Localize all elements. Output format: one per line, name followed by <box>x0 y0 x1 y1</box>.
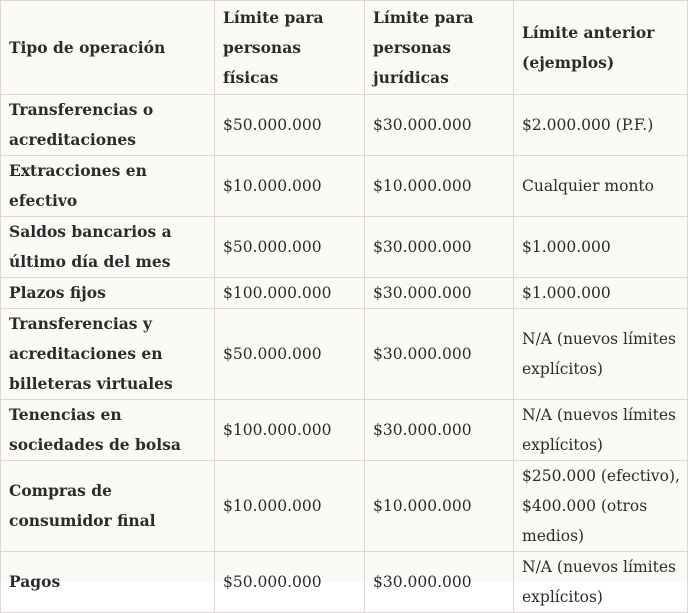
table-row <box>1 552 688 613</box>
previous-limit-cell: N/A (nuevos límites explícitos) <box>514 552 688 613</box>
table-row <box>1 156 688 217</box>
individuals-limit-cell: $100.000.000 <box>215 400 365 461</box>
individuals-limit-cell: $100.000.000 <box>215 278 365 309</box>
individuals-limit-cell: $50.000.000 <box>215 95 365 156</box>
previous-limit-cell: Cualquier monto <box>514 156 688 217</box>
operation-type-cell: Plazos fijos <box>1 278 215 309</box>
individuals-limit-cell: $10.000.000 <box>215 461 365 552</box>
individuals-limit-cell: $50.000.000 <box>215 552 365 613</box>
companies-limit-cell: $10.000.000 <box>365 461 514 552</box>
previous-limit-cell: N/A (nuevos límites explícitos) <box>514 309 688 400</box>
operation-type-cell: Pagos <box>1 552 215 613</box>
companies-limit-cell: $30.000.000 <box>365 552 514 613</box>
table-row <box>1 400 688 461</box>
column-header-individuals-limit: Límite para personas físicas <box>215 1 365 95</box>
individuals-limit-cell: $10.000.000 <box>215 156 365 217</box>
operation-type-cell: Transferencias o acreditaciones <box>1 95 215 156</box>
previous-limit-cell: $2.000.000 (P.F.) <box>514 95 688 156</box>
table-header-row <box>1 1 688 95</box>
operation-type-cell: Tenencias en sociedades de bolsa <box>1 400 215 461</box>
operation-type-cell: Saldos bancarios a último día del mes <box>1 217 215 278</box>
individuals-limit-cell: $50.000.000 <box>215 309 365 400</box>
table-row <box>1 95 688 156</box>
previous-limit-cell: $250.000 (efectivo), $400.000 (otros medios) <box>514 461 688 552</box>
individuals-limit-cell: $50.000.000 <box>215 217 365 278</box>
table-row <box>1 217 688 278</box>
operation-type-cell: Compras de consumidor final <box>1 461 215 552</box>
previous-limit-cell: $1.000.000 <box>514 217 688 278</box>
companies-limit-cell: $10.000.000 <box>365 156 514 217</box>
column-header-companies-limit: Límite para personas jurídicas <box>365 1 514 95</box>
column-header-operation-type: Tipo de operación <box>1 1 215 95</box>
companies-limit-cell: $30.000.000 <box>365 309 514 400</box>
operation-type-cell: Extracciones en efectivo <box>1 156 215 217</box>
previous-limit-cell: N/A (nuevos límites explícitos) <box>514 400 688 461</box>
previous-limit-cell: $1.000.000 <box>514 278 688 309</box>
companies-limit-cell: $30.000.000 <box>365 217 514 278</box>
operation-type-cell: Transferencias y acreditaciones en billeteras virtuales <box>1 309 215 400</box>
companies-limit-cell: $30.000.000 <box>365 95 514 156</box>
table-row <box>1 461 688 552</box>
table-row <box>1 278 688 309</box>
table-row <box>1 309 688 400</box>
column-header-previous-limit: Límite anterior (ejemplos) <box>514 1 688 95</box>
companies-limit-cell: $30.000.000 <box>365 278 514 309</box>
companies-limit-cell: $30.000.000 <box>365 400 514 461</box>
